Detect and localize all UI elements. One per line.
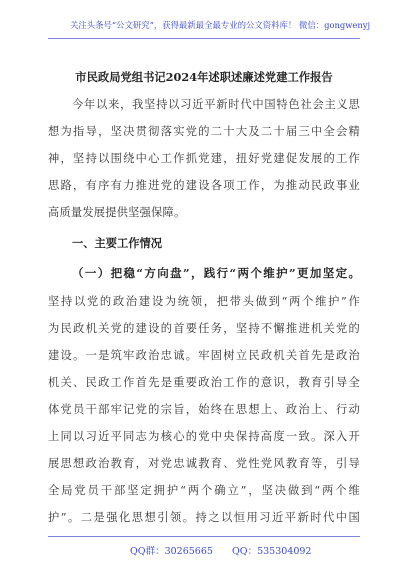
section-heading: 一、主要工作情况: [72, 236, 163, 250]
footer-rule: [48, 536, 360, 537]
document-title: 市民政局党组书记2024年述职述廉述党建工作报告: [75, 70, 333, 84]
paragraph-line: 展思想政治教育，对党忠诚教育、党性党风教育等，引导: [48, 457, 360, 470]
paragraph-line: 建设。一是筑牢政治忠诚。牢固树立民政机关首先是政治: [48, 349, 360, 362]
paragraph-line: 思路，有序有力推进党的建设各项工作，为推动民政事业: [48, 179, 360, 192]
paragraph-line: 今年以来，我坚持以习近平新时代中国特色社会主义思: [72, 98, 360, 111]
paragraph-line: 神，坚持以围绕中心工作抓党建，扭好党建促发展的工作: [48, 152, 360, 165]
paragraph-line: 坚持以党的政治建设为统领，把带头做到“两个维护”作: [48, 295, 360, 308]
subsection-heading: （一）把稳“方向盘”，践行“两个维护”更加坚定。: [72, 266, 360, 280]
paragraph-line: 护”。二是强化思想引领。持之以恒用习近平新时代中国: [48, 511, 360, 524]
paragraph-line: 体党员干部牢记党的宗旨，始终在思想上、政治上、行动: [48, 403, 360, 416]
paragraph-line: 想为指导，坚决贯彻落实党的二十大及二十届三中全会精: [48, 125, 360, 138]
footer-qq-number: QQ：535304092: [232, 546, 312, 557]
footer-qq-group: QQ群：30265665: [130, 546, 213, 557]
paragraph-line: 为民政机关党的建设的首要任务，坚持不懈推进机关党的: [48, 322, 360, 335]
header-promo-text: 关注头条号“公文研究”，获得最新最全最专业的公文资料库！ 微信：gongwenyj: [70, 20, 371, 30]
paragraph-line: 全局党员干部坚定拥护“两个确立”，坚决做到“两个维: [48, 484, 360, 497]
header-rule: [48, 38, 360, 39]
paragraph-line: 机关、民政工作首先是重要政治工作的意识，教育引导全: [48, 376, 360, 389]
paragraph-line: 上同以习近平同志为核心的党中央保持高度一致。深入开: [48, 430, 360, 443]
paragraph-line: 高质量发展提供坚强保障。: [48, 206, 186, 219]
